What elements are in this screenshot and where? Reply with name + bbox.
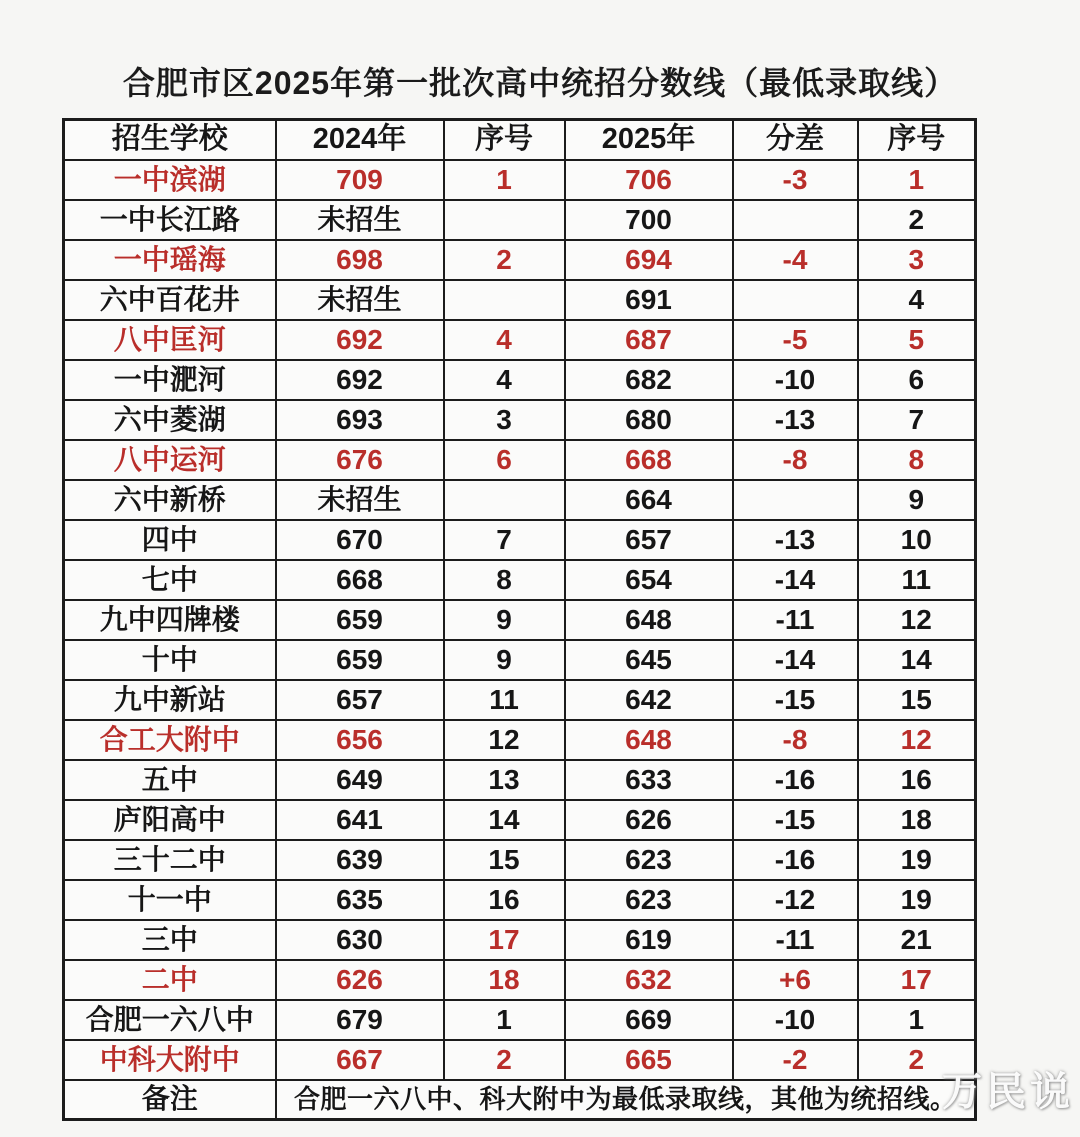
header-cell-diff: 分差: [733, 120, 858, 160]
note-text: 合肥一六八中、科大附中为最低录取线，其他为统招线。: [276, 1080, 976, 1120]
cell-score-2025: 682: [565, 360, 733, 400]
cell-school: 三中: [64, 920, 276, 960]
cell-score-2024: 635: [276, 880, 444, 920]
cell-rank-2025: 5: [858, 320, 976, 360]
cell-rank-2024: 12: [444, 720, 565, 760]
cell-school: 一中长江路: [64, 200, 276, 240]
table-row: [64, 600, 976, 640]
cell-rank-2024: [444, 480, 565, 520]
watermark: 万民说: [942, 1070, 1074, 1114]
cell-score-2024: 639: [276, 840, 444, 880]
table-row: [64, 520, 976, 560]
cell-rank-2025: 6: [858, 360, 976, 400]
cell-school: 庐阳高中: [64, 800, 276, 840]
table-row: [64, 880, 976, 920]
cell-rank-2025: 8: [858, 440, 976, 480]
cell-score-2024: 649: [276, 760, 444, 800]
cell-diff: -3: [733, 160, 858, 200]
table-row: [64, 200, 976, 240]
cell-rank-2025: 3: [858, 240, 976, 280]
cell-school: 八中运河: [64, 440, 276, 480]
note-row: [64, 1080, 976, 1120]
cell-school: 九中新站: [64, 680, 276, 720]
table-row: [64, 320, 976, 360]
score-table-foot: [64, 1080, 976, 1120]
cell-diff: -5: [733, 320, 858, 360]
cell-rank-2024: 9: [444, 640, 565, 680]
header-cell-school: 招生学校: [64, 120, 276, 160]
cell-rank-2025: 1: [858, 160, 976, 200]
cell-rank-2024: 18: [444, 960, 565, 1000]
cell-rank-2025: 21: [858, 920, 976, 960]
cell-diff: -16: [733, 840, 858, 880]
cell-school: 四中: [64, 520, 276, 560]
table-row: [64, 720, 976, 760]
cell-diff: +6: [733, 960, 858, 1000]
cell-diff: -4: [733, 240, 858, 280]
cell-score-2025: 691: [565, 280, 733, 320]
cell-diff: -13: [733, 520, 858, 560]
cell-school: 一中瑶海: [64, 240, 276, 280]
score-table-head: [64, 120, 976, 160]
cell-rank-2024: 4: [444, 320, 565, 360]
cell-score-2025: 694: [565, 240, 733, 280]
header-cell-rank-2025: 序号: [858, 120, 976, 160]
table-row: [64, 760, 976, 800]
table-row: [64, 240, 976, 280]
cell-score-2024: 670: [276, 520, 444, 560]
table-row: [64, 400, 976, 440]
cell-diff: -15: [733, 800, 858, 840]
cell-rank-2025: 2: [858, 1040, 976, 1080]
cell-score-2024: 679: [276, 1000, 444, 1040]
table-row: [64, 280, 976, 320]
cell-score-2024: 656: [276, 720, 444, 760]
cell-score-2025: 632: [565, 960, 733, 1000]
cell-score-2025: 700: [565, 200, 733, 240]
cell-score-2024: 692: [276, 360, 444, 400]
cell-score-2024: 未招生: [276, 280, 444, 320]
cell-rank-2025: 19: [858, 840, 976, 880]
table-row: [64, 960, 976, 1000]
cell-rank-2024: 13: [444, 760, 565, 800]
cell-diff: -8: [733, 720, 858, 760]
cell-score-2025: 665: [565, 1040, 733, 1080]
cell-rank-2025: 15: [858, 680, 976, 720]
cell-rank-2025: 7: [858, 400, 976, 440]
cell-rank-2025: 11: [858, 560, 976, 600]
cell-score-2025: 626: [565, 800, 733, 840]
cell-score-2024: 641: [276, 800, 444, 840]
cell-score-2024: 未招生: [276, 480, 444, 520]
cell-diff: -13: [733, 400, 858, 440]
cell-rank-2025: 4: [858, 280, 976, 320]
page-title: 合肥市区2025年第一批次高中统招分数线（最低录取线）: [122, 65, 958, 101]
cell-score-2024: 626: [276, 960, 444, 1000]
table-row: [64, 680, 976, 720]
cell-score-2024: 667: [276, 1040, 444, 1080]
cell-school: 二中: [64, 960, 276, 1000]
cell-rank-2025: 2: [858, 200, 976, 240]
cell-diff: -14: [733, 560, 858, 600]
cell-rank-2024: 16: [444, 880, 565, 920]
cell-diff: [733, 480, 858, 520]
cell-diff: -2: [733, 1040, 858, 1080]
cell-score-2024: 709: [276, 160, 444, 200]
cell-rank-2024: 15: [444, 840, 565, 880]
cell-rank-2024: [444, 280, 565, 320]
cell-rank-2024: 1: [444, 160, 565, 200]
cell-rank-2025: 12: [858, 600, 976, 640]
header-cell-rank-2024: 序号: [444, 120, 565, 160]
cell-diff: [733, 280, 858, 320]
cell-school: 中科大附中: [64, 1040, 276, 1080]
cell-score-2025: 657: [565, 520, 733, 560]
cell-score-2025: 623: [565, 880, 733, 920]
cell-diff: -11: [733, 600, 858, 640]
cell-diff: [733, 200, 858, 240]
cell-school: 三十二中: [64, 840, 276, 880]
cell-school: 十中: [64, 640, 276, 680]
cell-score-2025: 648: [565, 600, 733, 640]
cell-diff: -10: [733, 1000, 858, 1040]
cell-score-2025: 642: [565, 680, 733, 720]
cell-score-2024: 692: [276, 320, 444, 360]
cell-score-2025: 633: [565, 760, 733, 800]
table-row: [64, 480, 976, 520]
table-row: [64, 440, 976, 480]
cell-score-2024: 698: [276, 240, 444, 280]
cell-rank-2025: 12: [858, 720, 976, 760]
table-row: [64, 560, 976, 600]
note-label: 备注: [64, 1080, 276, 1120]
table-row: [64, 1040, 976, 1080]
cell-rank-2024: [444, 200, 565, 240]
cell-rank-2024: 17: [444, 920, 565, 960]
cell-score-2025: 706: [565, 160, 733, 200]
cell-diff: -15: [733, 680, 858, 720]
cell-rank-2025: 1: [858, 1000, 976, 1040]
cell-score-2025: 687: [565, 320, 733, 360]
cell-school: 六中百花井: [64, 280, 276, 320]
cell-diff: -14: [733, 640, 858, 680]
cell-score-2024: 630: [276, 920, 444, 960]
cell-rank-2025: 9: [858, 480, 976, 520]
cell-rank-2024: 8: [444, 560, 565, 600]
table-row: [64, 160, 976, 200]
cell-school: 六中菱湖: [64, 400, 276, 440]
cell-score-2024: 未招生: [276, 200, 444, 240]
cell-diff: -10: [733, 360, 858, 400]
cell-score-2024: 676: [276, 440, 444, 480]
cell-score-2025: 680: [565, 400, 733, 440]
cell-school: 合工大附中: [64, 720, 276, 760]
cell-score-2024: 657: [276, 680, 444, 720]
cell-score-2025: 664: [565, 480, 733, 520]
cell-rank-2025: 19: [858, 880, 976, 920]
cell-diff: -8: [733, 440, 858, 480]
cell-school: 十一中: [64, 880, 276, 920]
cell-school: 一中淝河: [64, 360, 276, 400]
cell-score-2025: 668: [565, 440, 733, 480]
table-row: [64, 360, 976, 400]
cell-rank-2024: 7: [444, 520, 565, 560]
cell-score-2025: 669: [565, 1000, 733, 1040]
cell-rank-2024: 2: [444, 240, 565, 280]
cell-score-2025: 645: [565, 640, 733, 680]
cell-rank-2024: 2: [444, 1040, 565, 1080]
cell-school: 一中滨湖: [64, 160, 276, 200]
table-row: [64, 1000, 976, 1040]
cell-school: 七中: [64, 560, 276, 600]
cell-score-2024: 659: [276, 640, 444, 680]
cell-rank-2025: 16: [858, 760, 976, 800]
cell-rank-2025: 18: [858, 800, 976, 840]
cell-rank-2024: 4: [444, 360, 565, 400]
table-row: [64, 800, 976, 840]
cell-rank-2024: 3: [444, 400, 565, 440]
cell-diff: -16: [733, 760, 858, 800]
cell-school: 九中四牌楼: [64, 600, 276, 640]
header-cell-score-2024: 2024年: [276, 120, 444, 160]
cell-school: 八中匡河: [64, 320, 276, 360]
cell-rank-2025: 14: [858, 640, 976, 680]
score-table: [62, 118, 977, 1121]
score-table-body: [64, 160, 976, 1080]
cell-diff: -12: [733, 880, 858, 920]
header-row: [64, 120, 976, 160]
table-row: [64, 840, 976, 880]
cell-rank-2024: 1: [444, 1000, 565, 1040]
cell-score-2024: 659: [276, 600, 444, 640]
cell-score-2025: 654: [565, 560, 733, 600]
cell-rank-2024: 14: [444, 800, 565, 840]
cell-rank-2025: 17: [858, 960, 976, 1000]
cell-score-2024: 693: [276, 400, 444, 440]
cell-rank-2024: 9: [444, 600, 565, 640]
cell-score-2025: 648: [565, 720, 733, 760]
cell-rank-2025: 10: [858, 520, 976, 560]
table-row: [64, 640, 976, 680]
cell-rank-2024: 11: [444, 680, 565, 720]
cell-school: 合肥一六八中: [64, 1000, 276, 1040]
cell-school: 六中新桥: [64, 480, 276, 520]
cell-score-2025: 619: [565, 920, 733, 960]
cell-school: 五中: [64, 760, 276, 800]
cell-score-2025: 623: [565, 840, 733, 880]
cell-diff: -11: [733, 920, 858, 960]
table-row: [64, 920, 976, 960]
cell-score-2024: 668: [276, 560, 444, 600]
cell-rank-2024: 6: [444, 440, 565, 480]
header-cell-score-2025: 2025年: [565, 120, 733, 160]
